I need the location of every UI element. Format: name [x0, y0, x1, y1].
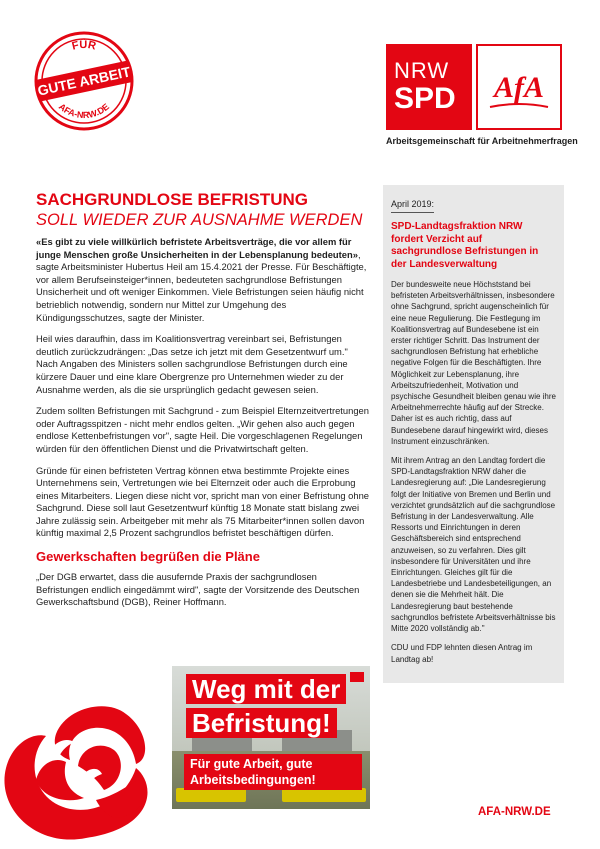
main-article: [36, 190, 372, 618]
afa-logo: [476, 44, 562, 130]
article-title: SACHGRUNDLOSE BEFRISTUNG: [36, 190, 309, 209]
sidebar-paragraph: Mit ihrem Antrag an den Landtag fordert die SPD-Landtagsfraktion NRW daher die Landesregierung auf: „Die Landesregierung folgt der Initiative von Bremen und Berlin und verzichtet grundsätzlich auf die sachgrundlose Befristung in der Landesverwaltung. Alle Ressorts und Einrichtungen in deren Geschäftsbereich sind entsprechend anzuweisen, so zu verfahren. Dies gilt insbesondere für Universitäten und ihre Einrichtungen. Gleiches gilt für die Landesbetriebe und Landesbeteiligungen, an denen sie die Mehrheit hält. Die Landesregierung baut bestehende sachgrundlos befristete Arbeitsverhältnisse bis Mitte 2020 vollständig ab.": [391, 456, 556, 634]
sidebar-box: [383, 185, 564, 683]
paragraph: Heil wies daraufhin, dass im Koalitionsvertrag vereinbart sei, Befristungen deutlich zurückzudrängen: „Das setze ich jetzt mit dem Gesetzentwurf um." Nach Angaben des Ministers sollen sachgrundlose Befristungen durch eine kürzere Dauer und eine klare Obergrenze pro Unternehmen wieder zu der Ausnahme werden, als die sie ursprünglich gedacht gewesen seien.: [36, 333, 348, 395]
sidebar-paragraph: CDU und FDP lehnten diesen Antrag im Landtag ab!: [391, 643, 533, 664]
paragraph: Gründe für einen befristeten Vertrag können etwa bestimmte Projekte eines Unternehmens sein, Vertretungen wie bei Elternzeit oder auch die Erprobung eines Mitarbeiters. Liegen diese nicht vor, spricht man von einer Befristung ohne Sachgrund. Diese soll laut Gesetzentwurf künftig 18 Monate statt bislang zwei Jahre zulässig sein. Arbeitgeber mit mehr als 75 Mitarbeiter*innen sollen davon künftig maximal 2,5 Prozent sachgrundlos befristet beschäftigen dürfen.: [36, 464, 369, 539]
intro-quote: «Es gibt zu viele willkürlich befristete Arbeitsverträge, die vor allem für junge Menschen große Unsicherheiten in der Lebensplanung bedeuten»: [36, 236, 358, 260]
spd-logo-line2: SPD: [394, 82, 456, 115]
afa-logo-text: AfA: [493, 71, 545, 104]
banner-headline-line2: Befristung!: [186, 708, 337, 738]
spd-logo-line1: NRW: [394, 58, 450, 83]
banner-headline-line1: Weg mit der: [186, 674, 346, 704]
svg-text:FÜR: [71, 38, 97, 53]
footer-website-link[interactable]: AFA-NRW.DE: [478, 806, 551, 818]
stamp-center-text: GUTE ARBEIT: [36, 63, 132, 99]
banner-subline: Für gute Arbeit, gute Arbeitsbedingungen!: [184, 754, 362, 790]
sidebar-paragraph: Der bundesweite neue Höchststand bei befristeten Arbeitsverhältnissen, insbesondere ohne Sachgrund, spricht augenscheinlich für eine neue Regulierung. Die Festlegung im Koalitionsvertrag auf Bundesebene ist ein erster richtiger Schritt. Das Instrument der sachgrundlosen Befristung hat erhebliche negative Folgen für die Beschäftigten. Ihre Möglichkeit zur Lebensplanung, ihre Arbeitszufriedenheit, Motivation und psychische Gesundheit bleiben genau wie ihre Arbeitnehmerrechte häufig auf der Strecke. Daher ist es auch richtig, dass auf Bundesebene darauf hingewirkt wird, dieses Instrument einzuschränken.: [391, 280, 556, 446]
paragraph-intro: [36, 236, 372, 324]
nrw-spd-logo: [386, 44, 472, 130]
spd-rose-graphic: [0, 688, 176, 849]
paragraph: „Der DGB erwartet, dass die ausufernde Praxis der sachgrundlosen Befristungen endlich eingedämmt wird", sagte der Vorsitzende des Deutschen Gewerkschaftsbund (DGB), Reiner Hoffmann.: [36, 571, 360, 608]
stamp-top-text: FÜR: [70, 38, 98, 53]
banner-logo: [350, 672, 364, 682]
svg-text:AFA-NRW.DE: [57, 101, 111, 120]
paragraph: Zudem sollten Befristungen mit Sachgrund - zum Beispiel Elternzeitvertretungen oder Auftragsspitzen - nicht mehr endlos gelten. „Wir gehen also auch gegen endlose Kettenbefristungen vor", sagte Heil. Die vorgeschlagenen Regelungen würden für den öffentlichen Dienst und die Privatwirtschaft gelten.: [36, 405, 369, 454]
logo-block: [386, 44, 578, 146]
sidebar-title: SPD-Landtagsfraktion NRW fordert Verzicht auf sachgrundlose Befristungen in der Landesverwaltung: [391, 221, 539, 270]
campaign-banner: [172, 666, 370, 809]
sidebar-date: April 2019:: [391, 199, 434, 213]
gute-arbeit-stamp: [33, 30, 135, 132]
article-subtitle: SOLL WIEDER ZUR AUSNAHME WERDEN: [36, 211, 363, 229]
afa-tagline: Arbeitsgemeinschaft für Arbeitnehmerfragen: [386, 136, 578, 146]
intro-rest: , sagte Arbeitsminister Hubertus Heil am 15.4.2021 der Presse. Für Beschäftigte, vor allem Berufseinsteiger*innen, bedeuteten sachgrundlose Befristungen Unsicherheit und oft weniger Einkommen. Viele Befristungen seien häufig nicht betrieblich notwendig, sondern nur Mittel zur Umgehung des Kündigungsschutzes, sagte der Minister.: [36, 248, 367, 323]
section-heading: Gewerkschaften begrüßen die Pläne: [36, 549, 260, 565]
stamp-bottom-text: AFA-NRW.DE: [56, 101, 112, 121]
